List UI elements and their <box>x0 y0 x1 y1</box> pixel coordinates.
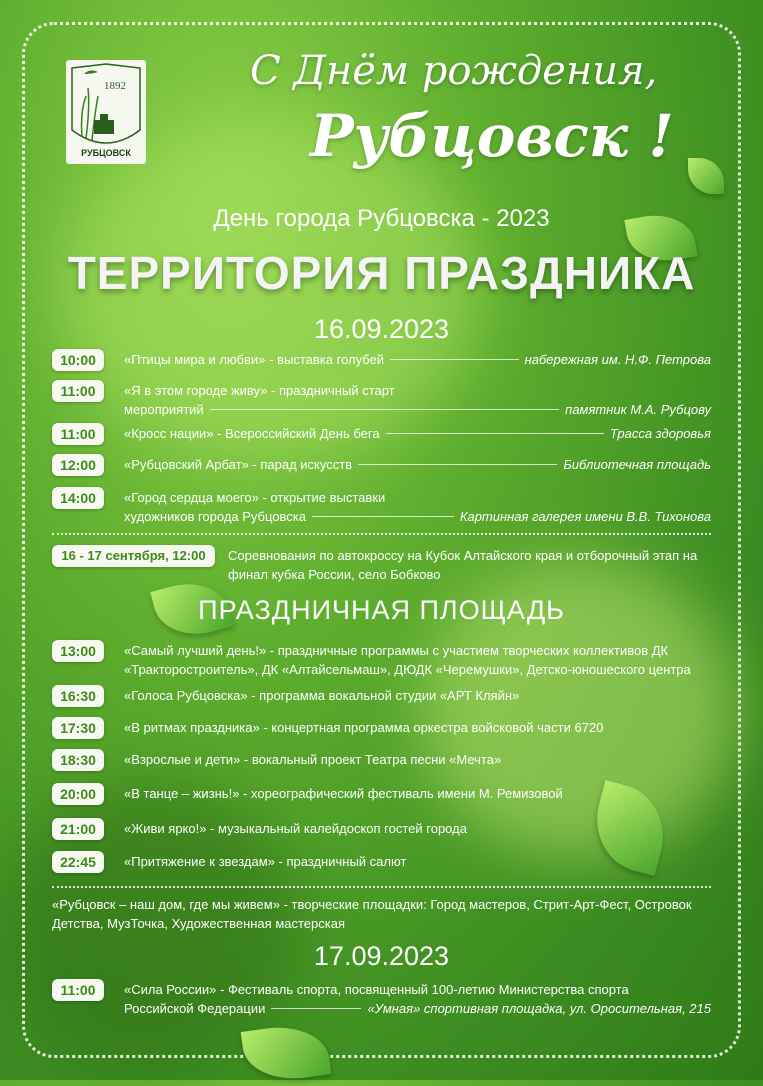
dotted-divider <box>52 533 711 535</box>
event-title: «Я в этом городе живу» - праздничный старт <box>124 383 395 398</box>
event-time: 12:00 <box>52 454 104 476</box>
event-time: 20:00 <box>52 783 104 805</box>
event-time: 17:30 <box>52 717 104 739</box>
event-time: 16:30 <box>52 685 104 707</box>
event-title: «Самый лучший день!» - праздничные программы с участием творческих коллективов ДК «Тракторостроитель», ДК «Алтайсельмаш», ДЮДК «Черемушки», Детско-юношеского центра <box>124 643 691 677</box>
leader-line <box>271 1008 361 1009</box>
event-place: памятник М.А. Рубцову <box>565 402 711 417</box>
leader-line <box>386 433 604 434</box>
leader-line <box>358 464 557 465</box>
event-title: «Притяжение к звездам» - праздничный салют <box>124 854 407 869</box>
event-time: 10:00 <box>52 349 104 371</box>
event-title-cont: художников города Рубцовска <box>124 509 306 524</box>
greeting-line-2: Рубцовск ! <box>310 102 674 170</box>
event-title: «В танце – жизнь!» - хореографический фестиваль имени М. Ремизовой <box>124 786 563 801</box>
event-title: «Живи ярко!» - музыкальный калейдоскоп гостей города <box>124 821 467 836</box>
leader-line <box>312 516 454 517</box>
event-title: «Рубцовский Арбат» - парад искусств <box>124 457 353 472</box>
emblem-year: 1892 <box>104 80 126 92</box>
event-time: 21:00 <box>52 818 104 840</box>
event-title: Соревнования по автокроссу на Кубок Алтайского края и отборочный этап на финал кубка России, село Бобково <box>228 548 698 582</box>
event-time: 14:00 <box>52 487 104 509</box>
event-title: «Взрослые и дети» - вокальный проект Театра песни «Мечта» <box>124 752 502 767</box>
event-time: 16 - 17 сентября, 12:00 <box>52 545 215 567</box>
emblem-name: РУБЦОВСК <box>81 148 131 158</box>
leader-line <box>390 359 519 360</box>
city-emblem <box>66 60 146 164</box>
date-heading-day1: 16.09.2023 <box>313 314 450 344</box>
event-time: 11:00 <box>52 380 104 402</box>
event-title: «Сила России» - Фестиваль спорта, посвященный 100-летию Министерства спорта <box>124 982 629 997</box>
event-time: 18:30 <box>52 749 104 771</box>
event-title: «Птицы мира и любви» - выставка голубей <box>124 352 384 367</box>
dotted-divider <box>52 886 711 888</box>
note-text: «Рубцовск – наш дом, где мы живем» - творческие площадки: Город мастеров, Стрит-Арт-Фест, Островок Детства, МузТочка, Художественная мастерская <box>52 897 692 931</box>
leader-line <box>210 409 559 410</box>
greeting-line-1: С Днём рождения, <box>250 48 658 94</box>
subtitle: День города Рубцовска - 2023 <box>213 205 550 232</box>
event-place: Картинная галерея имени В.В. Тихонова <box>459 509 711 524</box>
date-heading-day2: 17.09.2023 <box>313 941 450 971</box>
event-title: «В ритмах праздника» - концертная программа оркестра войсковой части 6720 <box>124 720 604 735</box>
event-title: «Голоса Рубцовска» - программа вокальной студии «АРТ Кляйн» <box>124 688 520 703</box>
event-title-cont: мероприятий <box>124 402 204 417</box>
section-heading-square: ПРАЗДНИЧНАЯ ПЛОЩАДЬ <box>198 595 565 625</box>
event-place: Трасса здоровья <box>609 426 711 441</box>
event-time: 11:00 <box>52 979 104 1001</box>
event-place: «Умная» спортивная площадка, ул. Оросительная, 215 <box>367 1001 711 1016</box>
event-place: набережная им. Н.Ф. Петрова <box>524 352 711 367</box>
event-time: 11:00 <box>52 423 104 445</box>
event-place: Библиотечная площадь <box>563 457 711 472</box>
event-title-cont: Российской Федерации <box>124 1001 266 1016</box>
event-title: «Город сердца моего» - открытие выставки <box>124 490 386 505</box>
event-title: «Кросс нации» - Всероссийский День бега <box>124 426 380 441</box>
page-title: ТЕРРИТОРИЯ ПРАЗДНИКА <box>67 247 696 299</box>
event-time: 13:00 <box>52 640 104 662</box>
event-time: 22:45 <box>52 851 104 873</box>
